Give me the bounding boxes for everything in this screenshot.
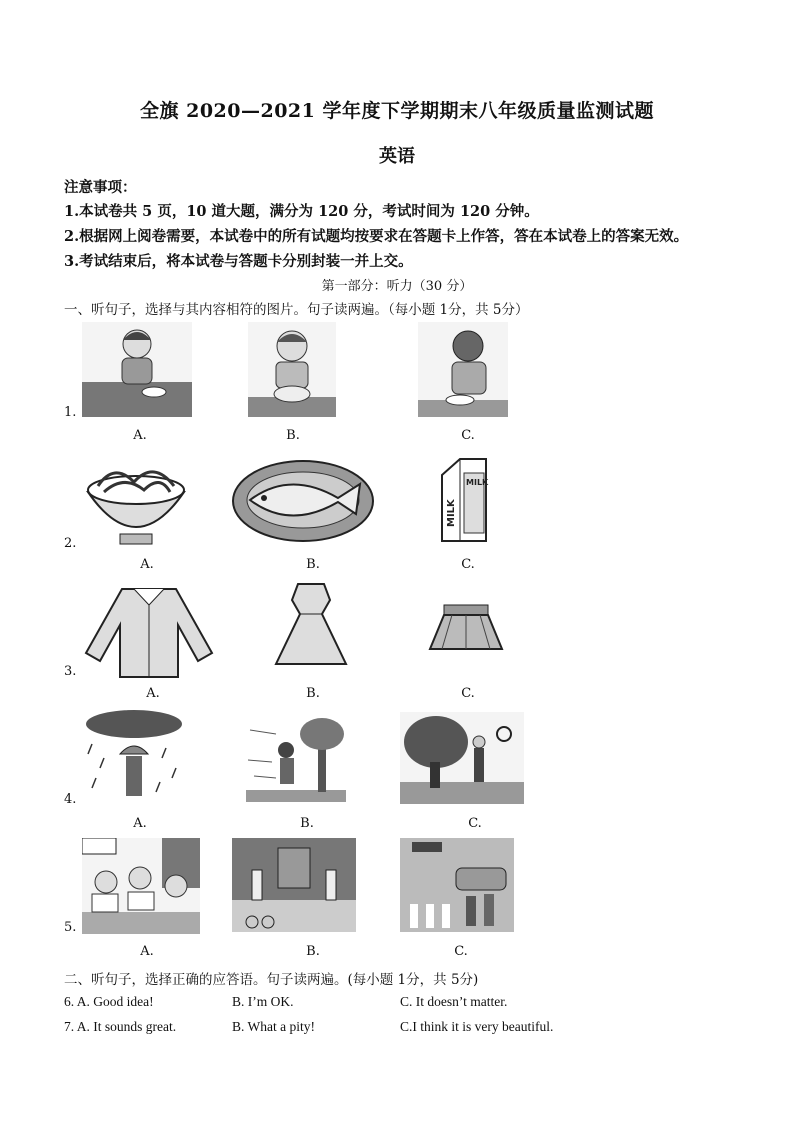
option-label: A.	[133, 816, 147, 831]
picture-boy-eating-noodles	[248, 322, 336, 417]
picture-rainy-weather	[82, 708, 186, 804]
option-label: B.	[306, 686, 320, 701]
option-label: C.	[461, 686, 475, 701]
q7-option-a: 7. A. It sounds great.	[64, 1019, 177, 1034]
option-label: B.	[286, 428, 300, 443]
option-label: A.	[140, 944, 154, 959]
q7-option-c: C.I think it is very beautiful.	[400, 1019, 554, 1034]
q6-option-c: C. It doesn’t matter.	[400, 994, 508, 1009]
question-number: 4.	[64, 792, 77, 807]
section2-instruction: 二、听句子，选择正确的应答语。句子读两遍。(每小题 1分，共 5分)	[64, 972, 479, 988]
picture-windy-weather	[246, 710, 346, 802]
subject-title: 英语	[379, 146, 415, 167]
option-label: B.	[306, 944, 320, 959]
q6-option-a: 6. A. Good idea!	[64, 994, 154, 1009]
picture-dress	[274, 580, 348, 670]
picture-sunny-weather	[400, 712, 524, 804]
picture-boy-eating-steak	[82, 322, 192, 417]
part1-title: 第一部分：听力（30 分）	[321, 279, 473, 294]
picture-jacket	[82, 583, 216, 679]
picture-boy-eating-rice	[418, 322, 508, 417]
option-label: A.	[146, 686, 160, 701]
milk-label: MILK	[466, 478, 489, 487]
option-label: B.	[300, 816, 314, 831]
q7-option-b: B. What a pity!	[232, 1019, 315, 1034]
notice-heading: 注意事项：	[64, 179, 137, 196]
question-number: 5.	[64, 920, 77, 935]
picture-skirt	[428, 603, 504, 655]
picture-milk-carton	[436, 455, 492, 545]
picture-fish-on-plate	[230, 456, 376, 546]
question-number: 1.	[64, 405, 77, 420]
picture-bowl-of-noodles	[84, 452, 188, 552]
notice-item-3: 3.考试结束后，将本试卷与答题卡分别封装一并上交。	[64, 253, 413, 270]
question-number: 2.	[64, 536, 77, 551]
picture-traffic-crossing	[400, 838, 514, 932]
option-label: B.	[306, 557, 320, 572]
exam-title: 全旗 2020—2021 学年度下学期期末八年级质量监测试题	[140, 100, 654, 122]
q6-option-b: B. I’m OK.	[232, 994, 294, 1009]
option-label: C.	[461, 428, 475, 443]
picture-students-in-library	[82, 838, 200, 934]
picture-school-gate	[232, 838, 356, 932]
milk-side-label: MILK	[446, 499, 457, 527]
option-label: C.	[461, 557, 475, 572]
question-number: 3.	[64, 664, 77, 679]
option-label: A.	[140, 557, 154, 572]
option-label: C.	[454, 944, 468, 959]
notice-item-2: 2.根据网上阅卷需要，本试卷中的所有试题均按要求在答题卡上作答，答在本试卷上的答案无效。	[64, 228, 689, 245]
option-label: A.	[133, 428, 147, 443]
section1-instruction: 一、听句子，选择与其内容相符的图片。句子读两遍。（每小题 1分，共 5分）	[64, 302, 529, 318]
notice-item-1: 1.本试卷共 5 页，10 道大题，满分为 120 分，考试时间为 120 分钟。	[64, 203, 539, 220]
option-label: C.	[468, 816, 482, 831]
